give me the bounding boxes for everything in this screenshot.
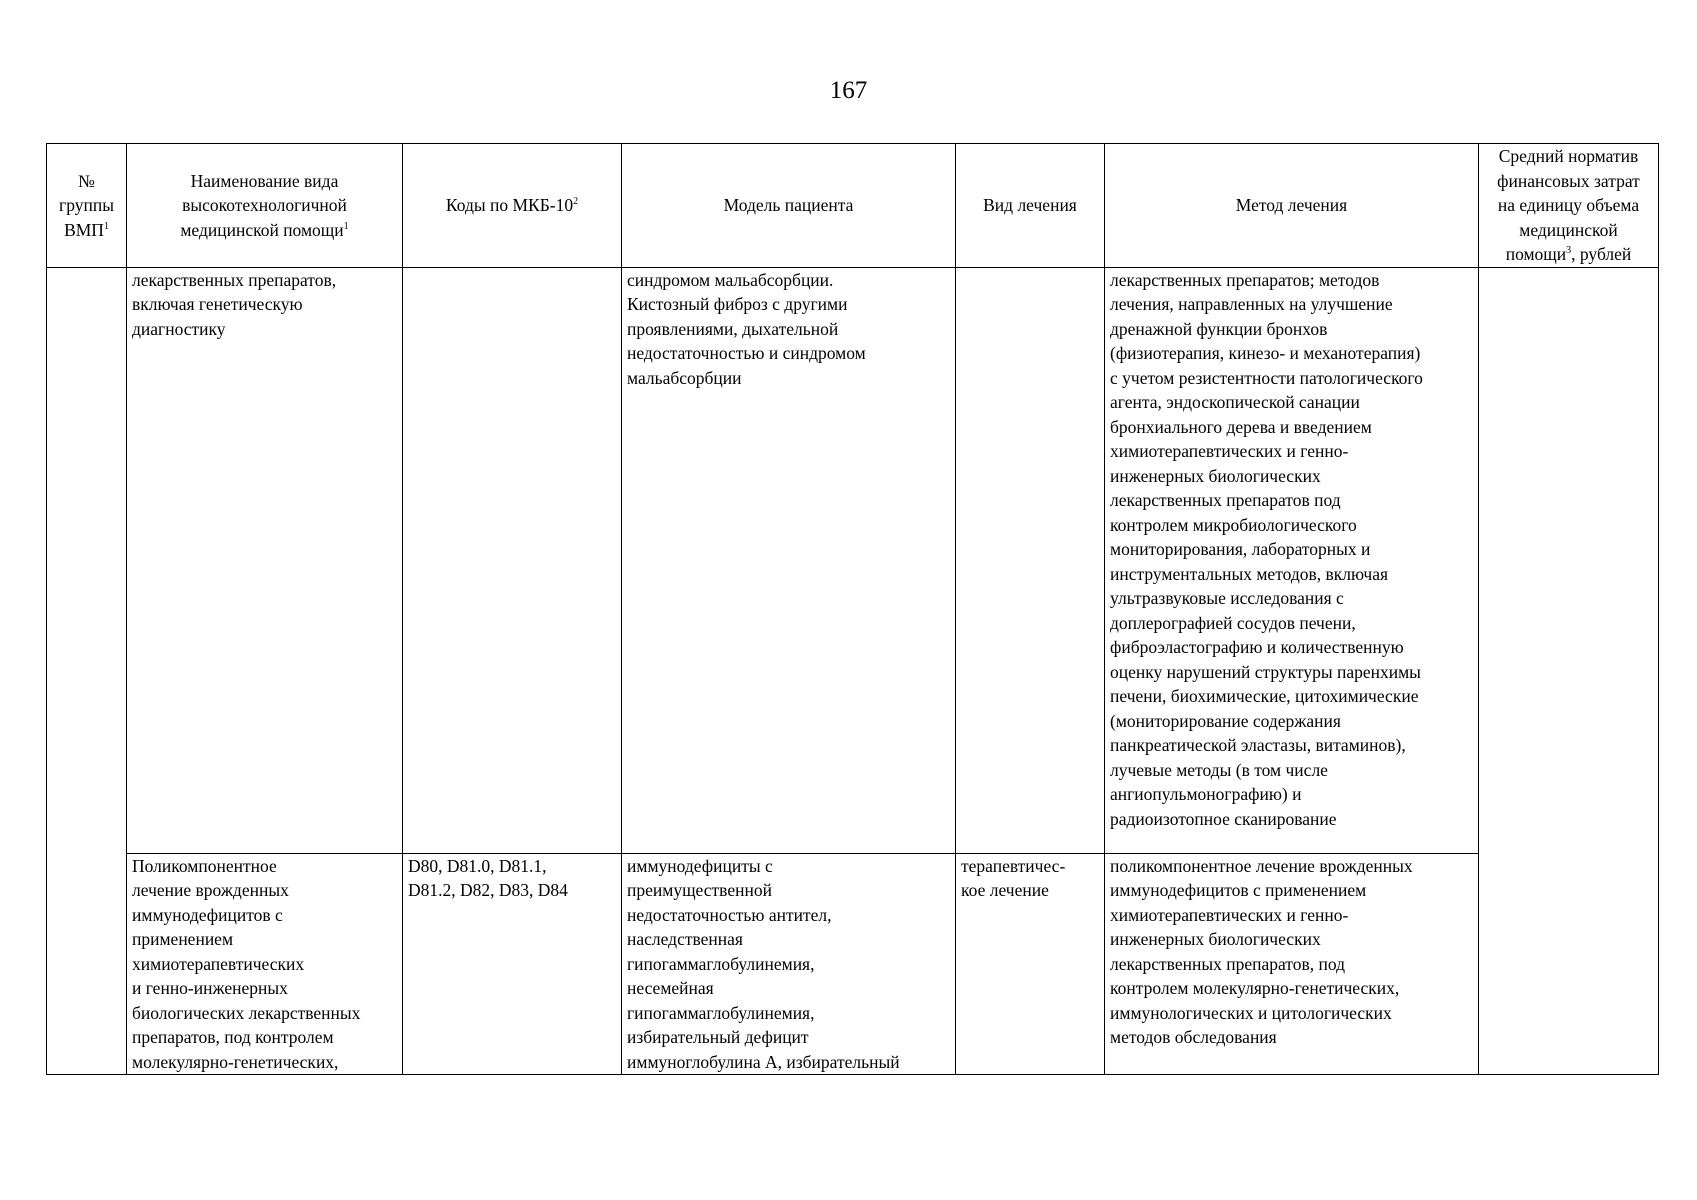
cell-patient-model: синдромом мальабсорбции. Кистозный фиброз с другими проявлениями, дыхательной недостаточностью и синдромом мальабсорбции [622, 267, 956, 853]
table-row [47, 267, 1659, 853]
cell-treatment-method: лекарственных препаратов; методов лечения, направленных на улучшение дренажной функции бронхов (физиотерапия, кинезо- и механотерапия) с учетом резистентности патологического агента, эндоскопической санации бронхиального дерева и введением химиотерапевтических и генно- инженерных биологических лекарственных препаратов под контролем микробиологического мониторирования, лабораторных и инструментальных методов, включая ультразвуковые исследования с доплерографией сосудов печени, фиброэластографию и количественную оценку нарушений структуры паренхимы печени, биохимические, цитохимические (мониторирование содержания панкреатической эластазы, витаминов), лучевые методы (в том числе ангиопульмонографию) и радиоизотопное сканирование [1105, 267, 1479, 853]
header-icd-codes-label: Коды по МКБ-10 [445, 195, 574, 215]
cell-vmp-name: лекарственных препаратов, включая генетическую диагностику [127, 267, 403, 853]
header-avg-cost-footnote: 3 [1566, 245, 1572, 257]
header-treatment-method-label: Метод лечения [1235, 195, 1348, 215]
header-avg-cost-label: Средний норматив финансовых затрат на единицу объема медицинской помощи [1497, 146, 1640, 264]
cell-treatment-method: поликомпонентное лечение врожденных иммунодефицитов с применением химиотерапевтических и генно- инженерных биологических лекарственных препаратов, под контролем молекулярно-генетических, иммунологических и цитологических методов обследования [1105, 853, 1479, 1075]
header-avg-cost-unit: , рублей [1571, 244, 1632, 264]
cell-icd-codes [403, 267, 622, 853]
header-treatment-type-label: Вид лечения [983, 195, 1077, 215]
header-treatment-method [1105, 144, 1479, 268]
table-row [47, 853, 1659, 1075]
cell-vmp-name: Поликомпонентное лечение врожденных иммунодефицитов с применением химиотерапевтических и генно-инженерных биологических лекарственных препаратов, под контролем молекулярно-генетических, [127, 853, 403, 1075]
page-number: 167 [829, 77, 868, 104]
table-header-row [47, 144, 1659, 268]
header-vmp-name-footnote: 1 [343, 220, 349, 232]
header-group-no [47, 144, 127, 268]
cell-group-no [47, 267, 127, 1075]
cell-treatment-type: терапевтичес- кое лечение [956, 853, 1105, 1075]
header-patient-model [622, 144, 956, 268]
header-avg-cost [1479, 144, 1659, 268]
cell-treatment-type [956, 267, 1105, 853]
header-group-no-label: № группы ВМП [59, 170, 114, 240]
header-vmp-name-label: Наименование вида высокотехнологичной медицинской помощи [180, 170, 347, 240]
cell-patient-model: иммунодефициты с преимущественной недостаточностью антител, наследственная гипогаммаглобулинемия, несемейная гипогаммаглобулинемия, избирательный дефицит иммуноглобулина А, избирательный [622, 853, 956, 1075]
header-icd-codes [403, 144, 622, 268]
header-treatment-type [956, 144, 1105, 268]
vmp-table [46, 143, 1659, 1075]
header-icd-codes-footnote: 2 [573, 196, 579, 208]
header-vmp-name [127, 144, 403, 268]
cell-icd-codes: D80, D81.0, D81.1, D81.2, D82, D83, D84 [403, 853, 622, 1075]
header-patient-model-label: Модель пациента [723, 195, 854, 215]
header-group-no-footnote: 1 [103, 220, 109, 232]
cell-avg-cost [1479, 267, 1659, 1075]
